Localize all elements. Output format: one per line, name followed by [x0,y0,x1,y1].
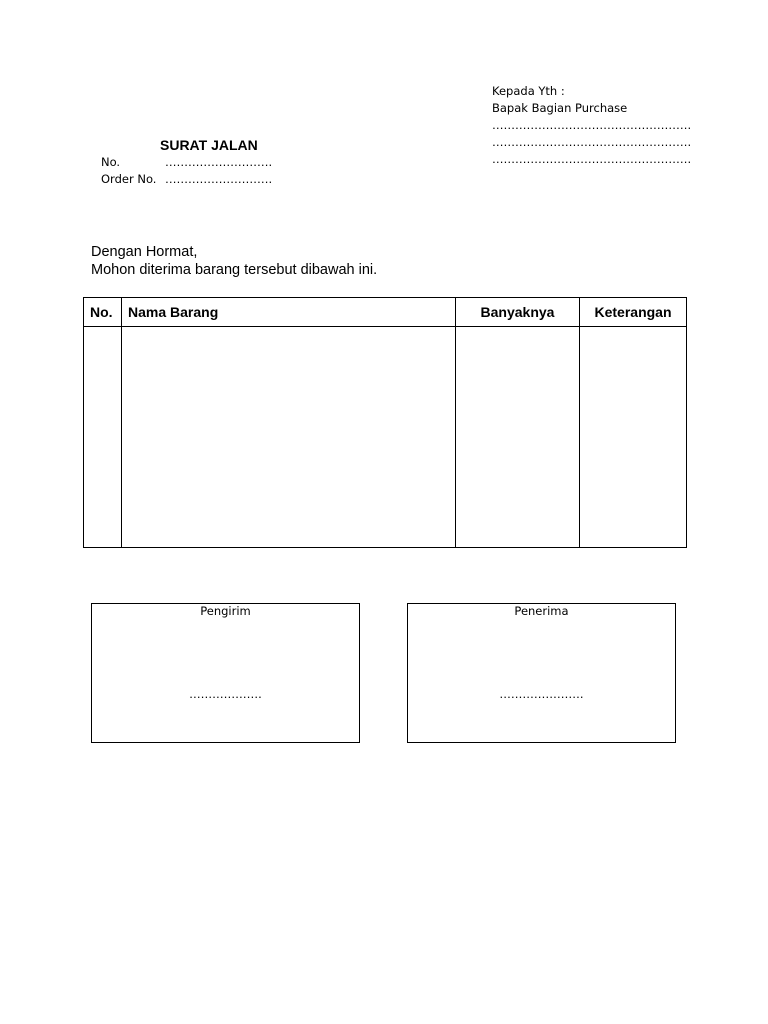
table-row [84,327,687,548]
receiver-label: Penerima [514,604,569,618]
sender-signature-line: ………………. [189,687,262,701]
intro-text: Mohon diterima barang tersebut dibawah ini. [91,262,378,278]
document-title: SURAT JALAN [160,137,258,153]
items-table [83,297,687,548]
column-header-quantity: Banyaknya [456,298,580,327]
number-label: No. [101,155,121,169]
order-number-value: ………………………. [165,172,273,186]
recipient-blank-line: ……………………………………………. [492,118,692,132]
cell-remarks [580,327,687,548]
cell-no [84,327,122,548]
recipient-blank-line: ……………………………………………. [492,152,692,166]
recipient-greeting: Kepada Yth : [492,84,565,98]
table-header-row [84,298,687,327]
cell-quantity [456,327,580,548]
receiver-signature-line: …………………. [499,687,584,701]
recipient-addressee: Bapak Bagian Purchase [492,101,628,115]
order-number-label: Order No. [101,172,157,186]
column-header-no: No. [84,298,122,327]
column-header-remarks: Keterangan [580,298,687,327]
recipient-blank-line: ……………………………………………. [492,135,692,149]
sender-signature-box [91,603,360,743]
column-header-item-name: Nama Barang [122,298,456,327]
number-value: ………………………. [165,155,273,169]
sender-label: Pengirim [200,604,251,618]
cell-item-name [122,327,456,548]
receiver-signature-box [407,603,676,743]
salutation: Dengan Hormat, [91,244,198,260]
